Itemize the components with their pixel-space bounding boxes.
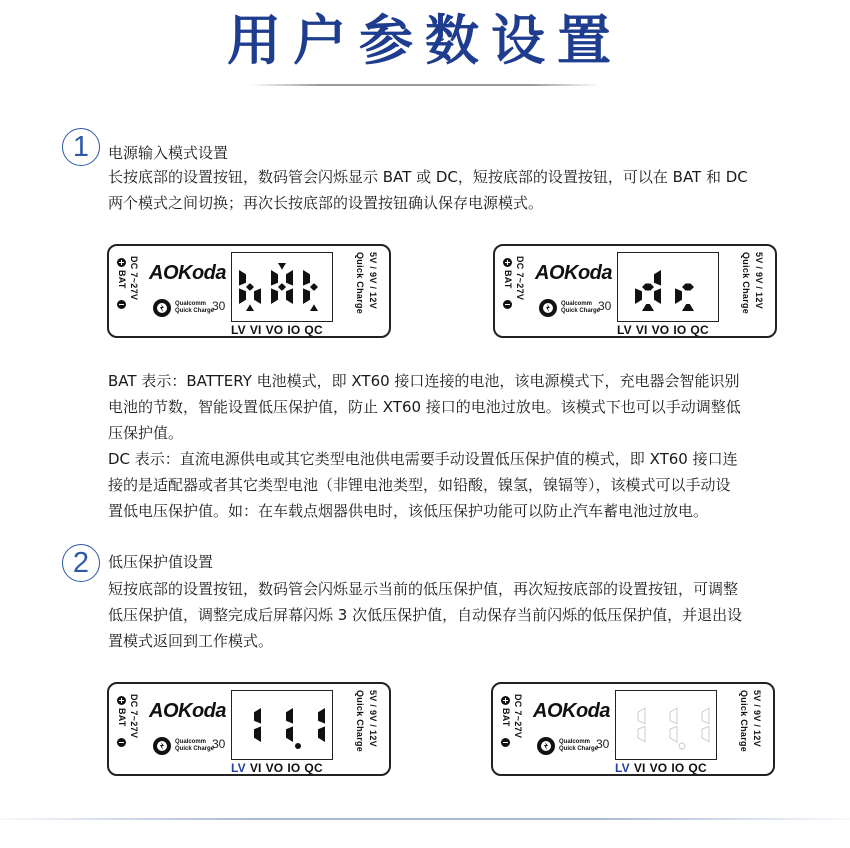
segment-c (702, 726, 709, 742)
qc-text (175, 301, 214, 315)
indicator-labels (617, 323, 727, 337)
segment-e (303, 288, 310, 304)
input-voltage-label: DC 7~27V (129, 694, 139, 739)
segment-c (254, 288, 261, 304)
section-1-line-1: 长按底部的设置按钮，数码管会闪烁显示 BAT 或 DC，短按底部的设置按钮，可以在 BAT 和 DC (108, 168, 748, 186)
section-1-title: 电源输入模式设置 (108, 144, 229, 162)
segment-b (286, 708, 293, 724)
minus-terminal-icon (501, 738, 510, 747)
device-bat-mode (107, 244, 391, 338)
segment-c (670, 726, 677, 742)
output-voltage-label: 5V / 9V / 12V (754, 252, 764, 309)
qc-version: 30 (598, 299, 612, 313)
segment-display (231, 252, 333, 322)
indicator-labels (231, 761, 341, 775)
qc-line-1: Qualcomm (175, 301, 207, 307)
indicator-qc: QC (688, 761, 707, 775)
segment-e (271, 288, 278, 304)
plus-terminal-icon (117, 696, 126, 705)
qualcomm-quick-charge-icon (536, 736, 556, 756)
segment-b (254, 708, 261, 724)
segment-display (615, 690, 717, 760)
segment-c (254, 726, 261, 742)
segment-c (286, 288, 293, 304)
indicator-labels (231, 323, 341, 337)
indicator-vi: VI (633, 761, 646, 775)
plus-terminal-icon (503, 258, 512, 267)
minus-terminal-icon (117, 300, 126, 309)
qc-text (559, 739, 598, 753)
qc-version: 30 (212, 299, 226, 313)
section-1-number-icon: 1 (62, 128, 100, 166)
indicator-vo: VO (265, 323, 284, 337)
segment-digits (616, 691, 716, 759)
segment-b (286, 270, 293, 286)
segment-c (318, 726, 325, 742)
description-line-1: BAT 表示：BATTERY 电池模式，即 XT60 接口连接的电池，该电源模式下，充电器会智能识别 (108, 372, 740, 390)
qualcomm-quick-charge-icon (152, 736, 172, 756)
quick-charge-label: Quick Charge (355, 690, 365, 753)
description-line-4: DC 表示：直流电源供电或其它类型电池供电需要手动设置低压保护值的模式，即 XT60 接口连 (108, 450, 738, 468)
indicator-qc: QC (690, 323, 709, 337)
device-output-labels (737, 690, 767, 770)
device-input-labels (501, 256, 531, 326)
segment-e (239, 288, 246, 304)
input-voltage-label: DC 7~27V (513, 694, 523, 739)
segment-g (642, 284, 654, 291)
segment-display (617, 252, 719, 322)
section-1-paragraph (108, 164, 748, 216)
segment-c (654, 288, 661, 304)
section-1-line-2: 两个模式之间切换；再次长按底部的设置按钮确认保存电源模式。 (108, 194, 544, 212)
indicator-io: IO (671, 761, 685, 775)
bat-label: BAT (117, 270, 127, 289)
segment-f (271, 270, 278, 286)
segment-b (638, 708, 645, 724)
qc-line-2: Quick Charge (175, 746, 215, 752)
device-output-labels (739, 252, 769, 332)
segment-g (682, 284, 694, 291)
segment-g (278, 284, 286, 291)
section-2-paragraph (108, 576, 742, 654)
indicator-qc: QC (304, 323, 323, 337)
segment-d (682, 304, 694, 311)
indicator-io: IO (287, 761, 301, 775)
indicator-vi: VI (249, 761, 262, 775)
device-input-labels (115, 256, 145, 326)
segment-b (318, 708, 325, 724)
input-voltage-label: DC 7~27V (129, 256, 139, 301)
section-2-line-2: 低压保护值，调整完成后屏幕闪烁 3 次低压保护值，自动保存当前闪烁的低压保护值，并退出设 (108, 606, 743, 624)
bat-label: BAT (501, 708, 511, 727)
device-voltage-dim (491, 682, 775, 776)
qualcomm-quick-charge-icon (538, 298, 558, 318)
brand-logo: AOKoda (533, 700, 610, 722)
indicator-lv: LV (617, 323, 632, 337)
output-voltage-label: 5V / 9V / 12V (752, 690, 762, 747)
quick-charge-label: Quick Charge (741, 252, 751, 315)
segment-f (239, 270, 246, 286)
plus-terminal-icon (501, 696, 510, 705)
segment-d (246, 304, 254, 311)
input-voltage-label: DC 7~27V (515, 256, 525, 301)
qc-version: 30 (596, 737, 610, 751)
bat-label: BAT (117, 708, 127, 727)
device-input-labels (499, 694, 529, 764)
segment-a (278, 263, 286, 270)
description-line-3: 压保护值。 (108, 424, 184, 442)
device-dc-mode (493, 244, 777, 338)
segment-b (654, 270, 661, 286)
brand-logo: AOKoda (149, 262, 226, 284)
segment-b (670, 708, 677, 724)
section-2-number-icon: 2 (62, 544, 100, 582)
device-input-labels (115, 694, 145, 764)
page-title: 用户参数设置 (227, 9, 623, 72)
segment-g (310, 284, 318, 291)
description-line-2: 电池的节数，智能设置低压保护值，防止 XT60 接口的电池过放电。该模式下也可以手动调整低 (108, 398, 741, 416)
qc-version: 30 (212, 737, 226, 751)
qc-line-2: Quick Charge (561, 308, 601, 314)
segment-display (231, 690, 333, 760)
segment-e (635, 288, 642, 304)
segment-d (310, 304, 318, 311)
indicator-io: IO (673, 323, 687, 337)
indicator-io: IO (287, 323, 301, 337)
quick-charge-label: Quick Charge (355, 252, 365, 315)
decimal-point (295, 743, 301, 749)
indicator-qc: QC (304, 761, 323, 775)
brand-logo: AOKoda (535, 262, 612, 284)
qualcomm-quick-charge-icon (152, 298, 172, 318)
device-output-labels (353, 252, 383, 332)
qc-text (561, 301, 600, 315)
output-voltage-label: 5V / 9V / 12V (368, 252, 378, 309)
segment-digits (232, 253, 332, 321)
segment-b (702, 708, 709, 724)
qc-line-2: Quick Charge (175, 308, 215, 314)
indicator-lv: LV (231, 761, 246, 775)
output-voltage-label: 5V / 9V / 12V (368, 690, 378, 747)
qc-line-1: Qualcomm (175, 739, 207, 745)
section-2-title: 低压保护值设置 (108, 553, 214, 571)
device-voltage-lit (107, 682, 391, 776)
indicator-vi: VI (635, 323, 648, 337)
segment-e (675, 288, 682, 304)
indicator-vo: VO (265, 761, 284, 775)
indicator-vo: VO (649, 761, 668, 775)
bottom-divider (0, 818, 850, 820)
quick-charge-label: Quick Charge (739, 690, 749, 753)
description-line-5: 接的是适配器或者其它类型电池（非锂电池类型，如铅酸，镍氢，镍镉等），该模式可以手动设 (108, 476, 731, 494)
minus-terminal-icon (503, 300, 512, 309)
bat-label: BAT (503, 270, 513, 289)
indicator-lv: LV (615, 761, 630, 775)
mode-description (108, 368, 741, 524)
qc-line-2: Quick Charge (559, 746, 599, 752)
brand-logo: AOKoda (149, 700, 226, 722)
indicator-vo: VO (651, 323, 670, 337)
qc-line-1: Qualcomm (561, 301, 593, 307)
plus-terminal-icon (117, 258, 126, 267)
segment-d (642, 304, 654, 311)
segment-digits (618, 253, 718, 321)
segment-digits (232, 691, 332, 759)
indicator-lv: LV (231, 323, 246, 337)
title-divider (250, 84, 600, 86)
indicator-vi: VI (249, 323, 262, 337)
qc-text (175, 739, 214, 753)
decimal-point (679, 743, 685, 749)
description-line-6: 置低电压保护值。如：在车载点烟器供电时，该低压保护功能可以防止汽车蓄电池过放电。 (108, 502, 709, 520)
section-2-line-3: 置模式返回到工作模式。 (108, 632, 274, 650)
segment-c (286, 726, 293, 742)
section-2-line-1: 短按底部的设置按钮，数码管会闪烁显示当前的低压保护值，再次短按底部的设置按钮，可调整 (108, 580, 739, 598)
device-output-labels (353, 690, 383, 770)
segment-g (246, 284, 254, 291)
indicator-labels (615, 761, 725, 775)
segment-f (303, 270, 310, 286)
minus-terminal-icon (117, 738, 126, 747)
segment-c (638, 726, 645, 742)
qc-line-1: Qualcomm (559, 739, 591, 745)
